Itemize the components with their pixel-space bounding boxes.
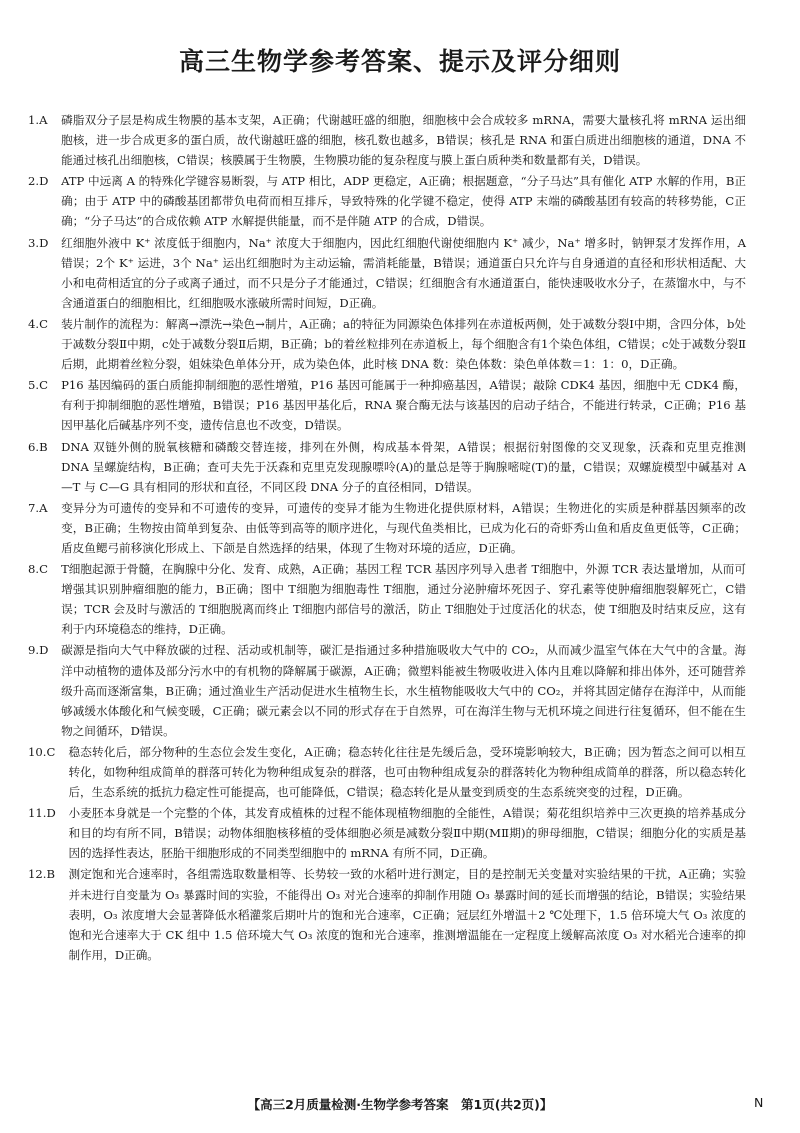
question-number: 1. [28,113,40,127]
question-number: 11. [28,806,47,821]
answer-explanation: 红细胞外液中 K⁺ 浓度低于细胞内，Na⁺ 浓度大于细胞内，因此红细胞代谢使细胞内 K⁺ 减少，Na⁺ 增多时，钠钾泵才发挥作用，A错误；2个 K⁺ 运进，3个 Na⁺ 运出红细胞时为主动运输，需消耗能量，B错误；通道蛋白只允许与自身通道的直径和形状相适配、大小和电荷相适宜的分子或离子通过，而不只是分子才能通过，C错误；红细胞含有水通道蛋白，能快速吸收水分子，在蒸馏水中，与不含通道蛋白的细胞相比，红细胞吸水涨破所需时间短，D正确。 [61,235,746,310]
page-title: 高三生物学参考答案、提示及评分细则 [178,47,621,76]
answer-item [28,437,746,497]
answer-choice: A [39,113,48,127]
answer-explanation: T细胞起源于骨髓，在胸腺中分化、发育、成熟，A正确；基因工程 TCR 基因序列导入患者 T细胞中，外源 TCR 表达量增加，从而可增强其识别肿瘤细胞的能力，B正确；图中 T细胞为细胞毒性 T细胞，通过分泌肿瘤坏死因子、穿孔素等使肿瘤细胞裂解死亡，C错误；TCR 会及时与激活的 T细胞脱离而终止 T细胞内部信号的激活，防止 T细胞处于过度活化的状态，使 T细胞及时结束反应，这有利于内环境稳态的维持，D正确。 [61,562,746,637]
question-number: 12. [28,867,47,882]
answer-choice: B [39,439,48,454]
page-footer: 【高三2月质量检测·生物学参考答案 第1页(共2页)】 [247,1097,553,1112]
answer-explanation: DNA 双链外侧的脱氧核糖和磷酸交替连接，排列在外侧，构成基本骨架，A错误；根据衍射图像的交叉现象，沃森和克里克推测 DNA 呈螺旋结构，B正确；查可夫先于沃森和克里克发现腺嘌呤(A)的量总是等于胸腺嘧啶(T)的量，C错误；双螺旋模型中碱基对 A—T 与 C—G 具有相同的形状和直径，不同区段 DNA 分子的直径相同，D错误。 [61,439,746,494]
answer-choice: D [46,806,56,821]
answer-item [28,498,746,558]
question-number: 8. [28,562,40,577]
answer-item [28,742,746,802]
answer-explanation: ATP 中远离 A 的特殊化学键容易断裂，与 ATP 相比，ADP 更稳定，A正确；根据题意，“分子马达”具有催化 ATP 水解的作用，B正确；由于 ATP 中的磷酸基团都带负电荷而相互排斥，导致特殊的化学键不稳定，使得 ATP 末端的磷酸基团有较高的转移势能，C正确；“分子马达”的合成依赖 ATP 水解提供能量，而不是伴随 ATP 的合成，D错误。 [61,174,746,229]
answer-item [28,171,746,231]
answer-explanation: 稳态转化后，部分物种的生态位会发生变化，A正确；稳态转化往往是先缓后急，受环境影响较大，B正确；因为暂态之间可以相互转化，如物种组成简单的群落可转化为物种组成复杂的群落，也可由物种组成复杂的群落转化为物种组成简单的群落，所以稳态转化后，生态系统的抵抗力稳定性可能提高，也可能降低，C错误；稳态转化是从量变到质变的生态系统突变的过程，D正确。 [68,744,746,800]
answer-item [28,559,746,639]
answer-choice: C [39,562,48,577]
question-number: 3. [28,235,40,250]
question-number: 10. [28,744,47,759]
question-number: 2. [28,174,40,189]
answer-item [28,375,746,435]
answer-item [28,314,746,374]
answer-choice: D [39,174,49,189]
answer-item [28,110,746,170]
footer-code: N [754,1095,764,1110]
question-number: 5. [28,378,40,393]
question-number: 6. [28,439,40,454]
answer-choice: C [39,316,48,331]
answer-explanation: P16 基因编码的蛋白质能抑制细胞的恶性增殖，P16 基因可能属于一种抑癌基因，A错误；敲除 CDK4 基因，细胞中无 CDK4 酶，有利于抑制细胞的恶性增殖，B错误；P16 基因甲基化后，RNA 聚合酶无法与该基因的启动子结合，不能进行转录，C正确；P16 基因甲基化后碱基序列不变，遗传信息也不改变，D错误。 [61,378,746,433]
answer-explanation: 磷脂双分子层是构成生物膜的基本支架，A正确；代谢越旺盛的细胞，细胞核中会合成较多 mRNA，需要大量核孔将 mRNA 运出细胞核，进一步合成更多的蛋白质，故代谢越旺盛的细胞，核孔数也越多，B错误；核孔是 RNA 和蛋白质进出细胞核的通道，DNA 不能通过核孔出细胞核，C错误；核膜属于生物膜，生物膜功能的复杂程度与膜上蛋白质种类和数量都有关，D错误。 [61,113,746,168]
question-number: 4. [28,316,40,331]
answer-explanation: 小麦胚本身就是一个完整的个体，其发育成植株的过程不能体现植物细胞的全能性，A错误；菊花组织培养中三次更换的培养基成分和目的均有所不同，B错误；动物体细胞核移植的受体细胞必须是减数分裂Ⅱ中期(MⅡ期)的卵母细胞，C错误；细胞分化的实质是基因的选择性表达，胚胎干细胞形成的不同类型细胞中的 mRNA 有所不同，D正确。 [68,806,746,861]
answer-list [28,110,746,966]
question-number: 7. [28,500,40,515]
answer-explanation: 装片制作的流程为：解离→漂洗→染色→制片，A正确；a的特征为同源染色体排列在赤道板两侧，处于减数分裂Ⅰ中期，含四分体，b处于减数分裂Ⅱ中期，c处于减数分裂Ⅱ后期，B正确；b的着丝粒排列在赤道板上，每个细胞含有1个染色体组，C错误；c处于减数分裂Ⅱ后期，此期着丝粒分裂，姐妹染色单体分开，成为染色体，此时核 DNA 数：染色体数：染色单体数＝1：1：0，D正确。 [61,316,746,372]
answer-choice: D [39,643,49,658]
answer-item [28,803,746,863]
answer-choice: A [39,500,48,515]
answer-choice: C [39,378,48,393]
answer-choice: C [46,744,56,759]
answer-item [28,864,746,964]
answer-explanation: 测定饱和光合速率时，各组需选取数量相等、长势较一致的水稻叶进行测定，目的是控制无关变量对实验结果的干扰，A正确；实验并未进行自变量为 O₃ 暴露时间的实验，不能得出 O₃ 对光合速率的抑制作用随 O₃ 暴露时间的延长而增强的结论，B错误；实验结果表明，O₃ 浓度增大会显著降低水稻灌浆后期叶片的饱和光合速率，C正确；冠层红外增温＋2 ℃处理下，1.5 倍环境大气 O₃ 浓度的饱和光合速率大于 CK 组中 1.5 倍环境大气 O₃ 浓度的饱和光合速率，推测增温能在一定程度上缓解高浓度 O₃ 对水稻光合速率的抑制作用，D正确。 [68,867,746,962]
answer-explanation: 变异分为可遗传的变异和不可遗传的变异，可遗传的变异才能为生物进化提供原材料，A错误；生物进化的实质是种群基因频率的改变，B正确；生物按由简单到复杂、由低等到高等的顺序进化，与现代鱼类相比，已成为化石的奇虾秀山鱼和盾皮鱼更低等，C正确；盾皮鱼鳃弓前移演化形成上、下颌是自然选择的结果，体现了生物对环境的适应，D正确。 [61,500,746,555]
answer-item [28,640,746,740]
answer-item [28,233,746,313]
answer-choice: B [46,867,55,882]
answer-choice: D [39,235,49,250]
question-number: 9. [28,643,40,658]
answer-explanation: 碳源是指向大气中释放碳的过程、活动或机制等，碳汇是指通过多种措施吸收大气中的 CO₂，从而减少温室气体在大气中的含量。海洋中动植物的遗体及部分污水中的有机物的降解属于碳源，A正确；微塑料能被生物吸收进入体内且难以降解和排出体外，还可随营养级升高而逐渐富集，B正确；通过渔业生产活动促进水生植物生长，水生植物能吸收大气中的 CO₂，并将其固定储存在海洋中，从而能够减缓水体酸化和气候变暖，C正确；碳元素会以不同的形式存在于自然界，可在海洋生物与无机环境之间进行往复循环，但不能在生物之间循环，D错误。 [61,643,746,738]
